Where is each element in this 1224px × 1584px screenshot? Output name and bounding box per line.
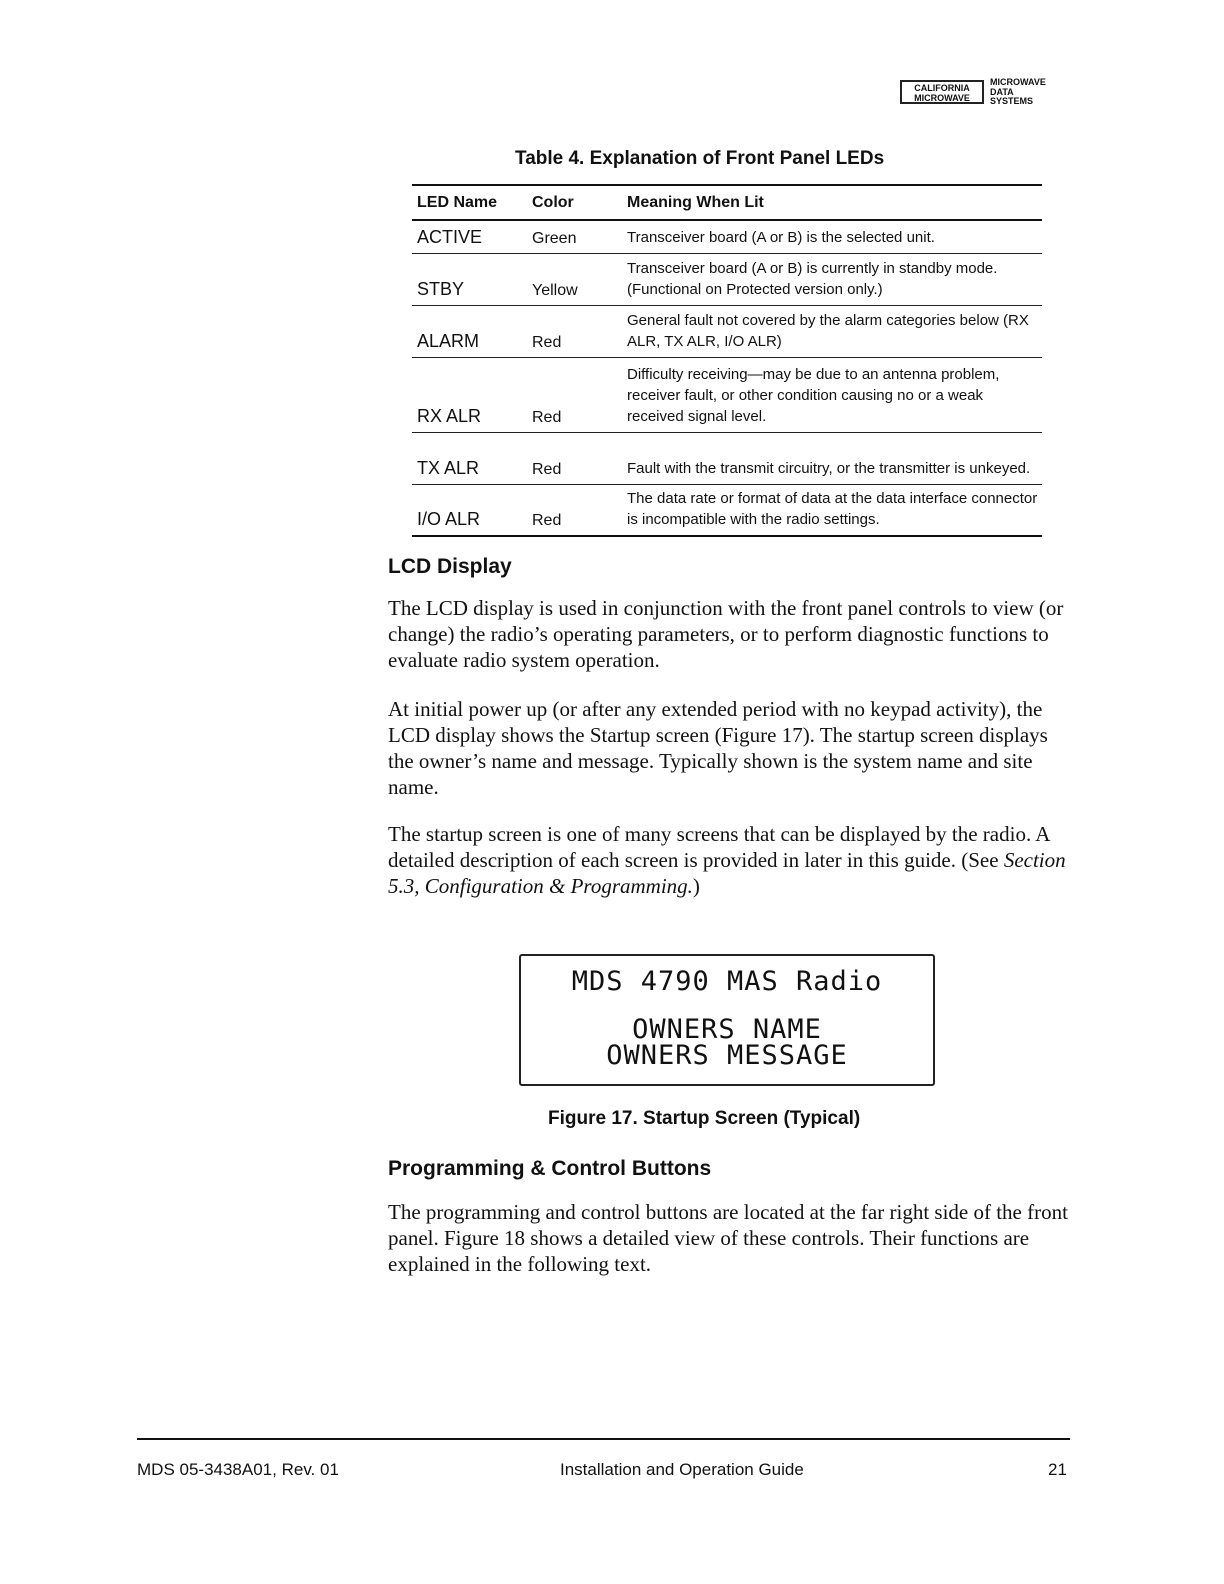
company-logo — [900, 78, 1080, 110]
logo-box — [900, 80, 984, 104]
led-color: Red — [532, 334, 562, 351]
lcd-display-heading: LCD Display — [388, 555, 512, 578]
lcd-paragraph-2: At initial power up (or after any extended period with no keypad activity), the LCD display shows the Startup screen (Figure 17). The startup screen displays the owner’s name and message. Typically shown is the system name and site name. — [388, 697, 1048, 799]
table-row — [412, 485, 1042, 537]
led-meaning: The data rate or format of data at the data interface connector is incompatible with the radio settings. — [627, 490, 1038, 528]
led-meaning: General fault not covered by the alarm categories below (RX ALR, TX ALR, I/O ALR) — [627, 312, 1029, 350]
lcd-line-3: OWNERS MESSAGE — [606, 1040, 848, 1071]
logo-side-line2: DATA — [990, 86, 1014, 97]
lcd-line-2: OWNERS NAME — [632, 1014, 822, 1045]
table-row — [412, 254, 1042, 306]
led-color: Red — [532, 409, 562, 426]
lcd-paragraph-3-start: The startup screen is one of many screens that can be displayed by the radio. A detailed description of each screen is provided in later in this guide. (See — [388, 822, 1050, 872]
logo-side-line1: MICROWAVE — [990, 77, 1046, 87]
table-row — [412, 433, 1042, 485]
header-led-name: LED Name — [417, 193, 498, 211]
lcd-paragraph-3 — [388, 821, 1068, 899]
footer-page-number: 21 — [1048, 1460, 1067, 1479]
led-name: I/O ALR — [417, 509, 481, 529]
led-name: ALARM — [417, 331, 480, 351]
lcd-paragraph-1: The LCD display is used in conjunction with the front panel controls to view (or change) the radio’s operating parameters, or to perform diagnostic functions to evaluate radio system operation. — [388, 596, 1064, 672]
led-name: TX ALR — [417, 458, 480, 478]
header-meaning: Meaning When Lit — [627, 193, 764, 211]
table-header-row — [412, 186, 1042, 221]
figure-caption: Figure 17. Startup Screen (Typical) — [548, 1108, 861, 1129]
logo-side-text — [990, 78, 1046, 107]
led-color: Red — [532, 461, 562, 478]
lcd-startup-screen — [519, 954, 935, 1086]
header-color: Color — [532, 193, 574, 211]
table-title: Table 4. Explanation of Front Panel LEDs — [515, 148, 885, 169]
led-meaning: Difficulty receiving—may be due to an antenna problem, receiver fault, or other condition causing no or a weak received signal level. — [627, 366, 1000, 425]
led-name: STBY — [417, 279, 465, 299]
lcd-line-1: MDS 4790 MAS Radio — [571, 966, 883, 997]
logo-box-line2: MICROWAVE — [914, 93, 970, 103]
logo-box-line1: CALIFORNIA — [914, 83, 970, 93]
led-meaning: Transceiver board (A or B) is the selected unit. — [627, 229, 935, 246]
led-color: Red — [532, 512, 562, 529]
table-row — [412, 358, 1042, 433]
led-meaning: Transceiver board (A or B) is currently in standby mode. (Functional on Protected version only.) — [627, 260, 998, 298]
table-row — [412, 221, 1042, 254]
led-color: Green — [532, 230, 577, 247]
led-meaning: Fault with the transmit circuitry, or the transmitter is unkeyed. — [627, 460, 1031, 477]
table-row — [412, 306, 1042, 358]
logo-side-line3: SYSTEMS — [990, 96, 1034, 106]
buttons-paragraph: The programming and control buttons are located at the far right side of the front panel. Figure 18 shows a detailed view of these controls. Their functions are explained in the following text. — [388, 1200, 1068, 1276]
footer-doc-id: MDS 05-3438A01, Rev. 01 — [137, 1460, 339, 1479]
section-reference: Section 5.3, Configuration & Programming. — [388, 848, 1066, 898]
led-name: ACTIVE — [417, 227, 483, 247]
led-table — [412, 184, 1042, 537]
footer-divider — [137, 1438, 1070, 1440]
footer-guide-title: Installation and Operation Guide — [560, 1460, 804, 1479]
led-color: Yellow — [532, 282, 578, 299]
buttons-heading: Programming & Control Buttons — [388, 1157, 712, 1180]
lcd-paragraph-3-end: ) — [692, 874, 700, 898]
led-name: RX ALR — [417, 406, 482, 426]
